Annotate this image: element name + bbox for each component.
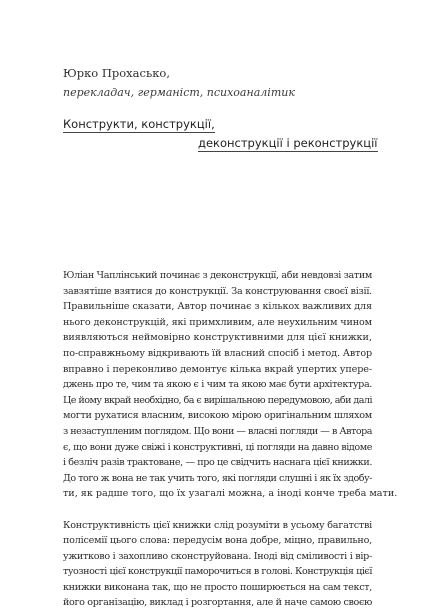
author-block (63, 64, 383, 102)
text-line: і безліч разів трактоване, — про це свідчить наснага цієї книжки. (63, 455, 372, 471)
title-line-1-text: Конструкти, конструкції, (63, 117, 215, 133)
text-line: Це йому вкрай необхідно, ба є вирішальною передумовою, аби далі (63, 393, 372, 409)
text-line: полісемії цього слова: передусім вона добре, міцно, правильно, (63, 533, 372, 549)
text-line: з незаступленим поглядом. Що вони — власні погляди — в Автора (63, 424, 372, 440)
text-line: вправно і переконливо демонтує кілька вкрай упертих упере- (63, 362, 372, 378)
article-title (63, 115, 393, 153)
text-line: До того ж вона не так учить того, які погляди слушні і як їх здобу- (63, 471, 372, 487)
text-line: Конструктивність цієї книжки слід розуміти в усьому багатстві (63, 518, 372, 534)
text-line: виявляються неймовірно конструктивними для цієї книжки, (63, 330, 372, 346)
text-line: нього деконструкцій, які примхливим, але неухильним чином (63, 315, 372, 331)
text-line: ужитково і захопливо сконструйована. Іноді від сміливості і вір- (63, 549, 372, 565)
author-roles: перекладач, германіст, психоаналітик (63, 83, 383, 102)
paragraph-2 (63, 518, 372, 611)
author-name: Юрко Прохасько, (63, 64, 383, 83)
title-line-1 (63, 115, 393, 134)
text-line: Правильніше сказати, Автор починає з кількох важливих для (63, 299, 372, 315)
article-body (63, 268, 372, 611)
text-line: його організацію, виклад і розгортання, але й наче самою своєю (63, 595, 372, 611)
title-line-2-text: деконструкції і реконструкції (198, 136, 378, 152)
text-line: завзятіше взятися до конструкції. За конструювання своєї візії. (63, 284, 372, 300)
text-line: джень про те, чим та якою є і чим та якою має бути архітектура. (63, 377, 372, 393)
text-line: є, що вони дуже свіжі і конструктивні, ці погляди на давно відоме (63, 440, 372, 456)
text-line: ти, як радше того, що їх узагалі можна, а іноді конче треба мати. (63, 486, 372, 502)
paragraph-1 (63, 268, 372, 502)
text-line: могти рухатися власним, високою мірою оригінальним шляхом (63, 408, 372, 424)
text-line: туозності цієї конструкції паморочиться в голові. Конструкція цієї (63, 564, 372, 580)
text-line: по-справжньому відкривають їй власний спосіб і метод. Автор (63, 346, 372, 362)
text-line: Юліан Чаплінський починає з деконструкції, аби невдовзі затим (63, 268, 372, 284)
text-line: книжки виконана так, що не просто поширюється на сам текст, (63, 580, 372, 596)
title-line-2 (63, 134, 393, 153)
